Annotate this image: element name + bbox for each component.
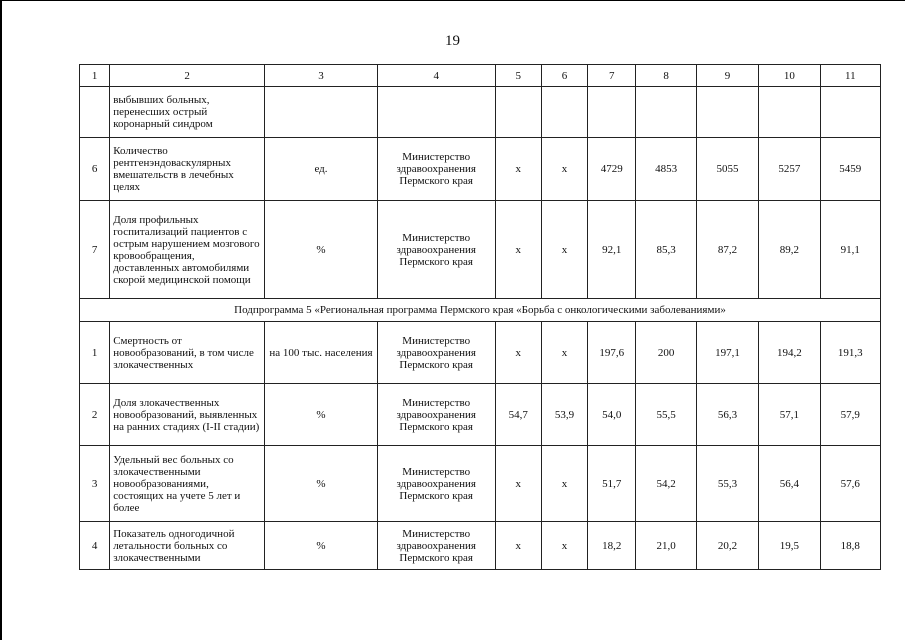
subprogram-title: Подпрограмма 5 «Региональная программа Пермского края «Борьба с онкологическими заболеваниями»: [80, 299, 881, 322]
value-5: x: [495, 322, 541, 384]
value-10: 56,4: [759, 446, 820, 522]
table-row: [80, 522, 881, 570]
value-10: 194,2: [759, 322, 820, 384]
indicator-name: Смертность от новообразований, в том числе злокачественных: [110, 322, 265, 384]
row-number: 6: [80, 138, 110, 201]
value-10: [759, 87, 820, 138]
value-6: [541, 87, 587, 138]
row-number: 7: [80, 201, 110, 299]
value-7: [588, 87, 636, 138]
value-8: [636, 87, 696, 138]
value-11: [820, 87, 880, 138]
value-8: 55,5: [636, 384, 696, 446]
table-row: [80, 446, 881, 522]
indicator-name: Доля профильных госпитализаций пациентов с острым нарушением мозгового кровообращения, доставленных автомобилями скорой медицинской помощи: [110, 201, 265, 299]
value-9: 56,3: [696, 384, 758, 446]
value-11: 5459: [820, 138, 880, 201]
value-11: 57,6: [820, 446, 880, 522]
value-5: x: [495, 522, 541, 570]
value-10: 57,1: [759, 384, 820, 446]
unit: %: [265, 384, 378, 446]
scan-edge-left: [0, 0, 2, 640]
value-11: 91,1: [820, 201, 880, 299]
row-number: 4: [80, 522, 110, 570]
value-7: 197,6: [588, 322, 636, 384]
value-5: x: [495, 138, 541, 201]
ministry: Министерство здравоохранения Пермского края: [377, 384, 495, 446]
unit: на 100 тыс. населения: [265, 322, 378, 384]
value-7: 4729: [588, 138, 636, 201]
subprogram-row: [80, 299, 881, 322]
col-header: 11: [820, 65, 880, 87]
value-8: 4853: [636, 138, 696, 201]
value-8: 200: [636, 322, 696, 384]
indicator-name: Удельный вес больных со злокачественными новообразованиями, состоящих на учете 5 лет и более: [110, 446, 265, 522]
row-number: 2: [80, 384, 110, 446]
value-10: 19,5: [759, 522, 820, 570]
ministry: Министерство здравоохранения Пермского края: [377, 522, 495, 570]
row-number: 1: [80, 322, 110, 384]
value-5: x: [495, 201, 541, 299]
value-5: [495, 87, 541, 138]
value-7: 54,0: [588, 384, 636, 446]
ministry: Министерство здравоохранения Пермского края: [377, 138, 495, 201]
col-header: 7: [588, 65, 636, 87]
table-row: [80, 201, 881, 299]
indicator-name: Количество рентгенэндоваскулярных вмешательств в лечебных целях: [110, 138, 265, 201]
value-9: [696, 87, 758, 138]
indicator-name: Доля злокачественных новообразований, выявленных на ранних стадиях (I-II стадии): [110, 384, 265, 446]
row-number: [80, 87, 110, 138]
value-8: 85,3: [636, 201, 696, 299]
table-row: [80, 138, 881, 201]
value-6: x: [541, 522, 587, 570]
value-6: x: [541, 446, 587, 522]
indicator-name: выбывших больных, перенесших острый коронарный синдром: [110, 87, 265, 138]
value-5: 54,7: [495, 384, 541, 446]
col-header: 6: [541, 65, 587, 87]
unit: %: [265, 201, 378, 299]
table-row: [80, 384, 881, 446]
indicator-name: Показатель одногодичной летальности больных со злокачественными: [110, 522, 265, 570]
unit: ед.: [265, 138, 378, 201]
value-9: 197,1: [696, 322, 758, 384]
value-7: 51,7: [588, 446, 636, 522]
unit: %: [265, 522, 378, 570]
unit: %: [265, 446, 378, 522]
ministry: Министерство здравоохранения Пермского края: [377, 201, 495, 299]
col-header: 2: [110, 65, 265, 87]
col-header: 5: [495, 65, 541, 87]
col-header: 10: [759, 65, 820, 87]
value-7: 18,2: [588, 522, 636, 570]
value-11: 191,3: [820, 322, 880, 384]
value-9: 87,2: [696, 201, 758, 299]
value-5: x: [495, 446, 541, 522]
value-9: 5055: [696, 138, 758, 201]
table-row: [80, 87, 881, 138]
col-header: 4: [377, 65, 495, 87]
ministry: [377, 87, 495, 138]
value-10: 5257: [759, 138, 820, 201]
value-9: 20,2: [696, 522, 758, 570]
value-11: 57,9: [820, 384, 880, 446]
scan-edge-top: [0, 0, 905, 1]
value-9: 55,3: [696, 446, 758, 522]
value-10: 89,2: [759, 201, 820, 299]
ministry: Министерство здравоохранения Пермского края: [377, 322, 495, 384]
col-header: 9: [696, 65, 758, 87]
col-header: 3: [265, 65, 378, 87]
col-header: 1: [80, 65, 110, 87]
indicators-table: [79, 64, 881, 570]
page-number: 19: [445, 33, 460, 49]
ministry: Министерство здравоохранения Пермского края: [377, 446, 495, 522]
value-6: x: [541, 138, 587, 201]
value-6: x: [541, 201, 587, 299]
value-7: 92,1: [588, 201, 636, 299]
column-number-row: [80, 65, 881, 87]
unit: [265, 87, 378, 138]
col-header: 8: [636, 65, 696, 87]
value-11: 18,8: [820, 522, 880, 570]
value-6: 53,9: [541, 384, 587, 446]
value-6: x: [541, 322, 587, 384]
row-number: 3: [80, 446, 110, 522]
value-8: 54,2: [636, 446, 696, 522]
table-row: [80, 322, 881, 384]
value-8: 21,0: [636, 522, 696, 570]
